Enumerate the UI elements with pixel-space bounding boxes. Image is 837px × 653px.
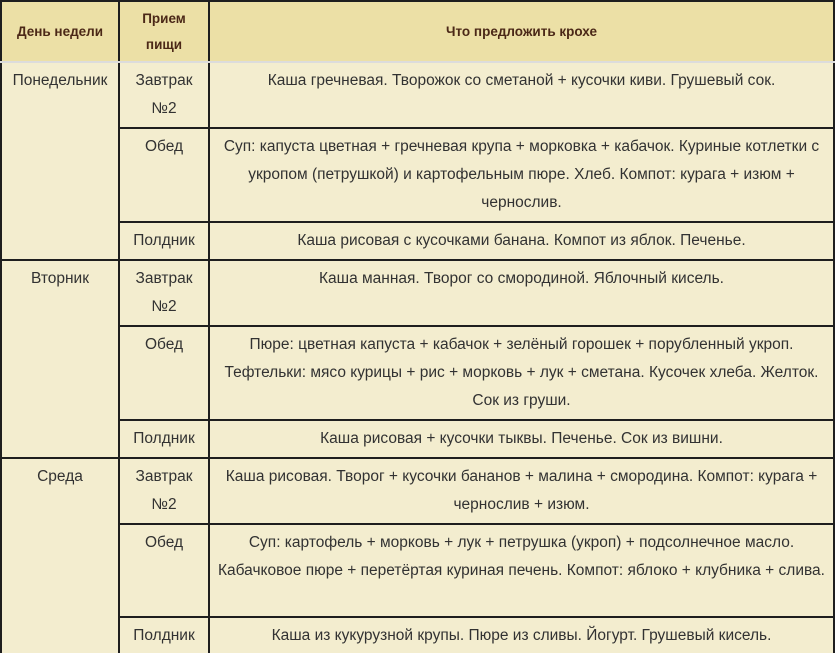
meal-label-cell: Обед	[119, 326, 209, 420]
meal-description-cell: Каша рисовая. Творог + кусочки бананов + малина + смородина. Компот: курага + чернослив + изюм.	[209, 458, 834, 524]
meal-label-cell: Полдник	[119, 420, 209, 458]
header-day-of-week: День недели	[1, 1, 119, 62]
header-what-to-offer: Что предложить крохе	[209, 1, 834, 62]
meal-label-cell: Завтрак №2	[119, 62, 209, 128]
table-row	[1, 458, 834, 524]
meal-description-cell: Каша манная. Творог со смородиной. Яблочный кисель.	[209, 260, 834, 326]
day-cell-tuesday: Вторник	[1, 260, 119, 458]
meal-label-cell: Полдник	[119, 617, 209, 653]
meal-description-cell: Пюре: цветная капуста + кабачок + зелёный горошек + порубленный укроп. Тефтельки: мясо курицы + рис + морковь + лук + сметана. Кусочек хлеба. Желток. Сок из груши.	[209, 326, 834, 420]
table-row	[1, 617, 834, 653]
meal-description-cell: Каша гречневая. Творожок со сметаной + кусочки киви. Грушевый сок.	[209, 62, 834, 128]
table-row	[1, 420, 834, 458]
table-row	[1, 260, 834, 326]
meal-label-cell: Завтрак №2	[119, 458, 209, 524]
table-row	[1, 326, 834, 420]
meal-label-cell: Завтрак №2	[119, 260, 209, 326]
meal-label-cell: Обед	[119, 128, 209, 222]
table-row	[1, 524, 834, 617]
day-cell-wednesday: Среда	[1, 458, 119, 653]
day-cell-monday: Понедельник	[1, 62, 119, 260]
meal-description-cell: Суп: картофель + морковь + лук + петрушка (укроп) + подсолнечное масло. Кабачковое пюре + перетёртая куриная печень. Компот: яблоко + клубника + слива.	[209, 524, 834, 617]
header-row	[1, 1, 834, 62]
table-row	[1, 222, 834, 260]
table-row	[1, 62, 834, 128]
meal-label-cell: Обед	[119, 524, 209, 617]
meal-description-cell: Каша рисовая + кусочки тыквы. Печенье. Сок из вишни.	[209, 420, 834, 458]
table-row	[1, 128, 834, 222]
header-meal: Прием пищи	[119, 1, 209, 62]
meal-description-cell: Каша из кукурузной крупы. Пюре из сливы. Йогурт. Грушевый кисель.	[209, 617, 834, 653]
meal-label-cell: Полдник	[119, 222, 209, 260]
meal-description-cell: Суп: капуста цветная + гречневая крупа + морковка + кабачок. Куриные котлетки с укропом (петрушкой) и картофельным пюре. Хлеб. Компот: курага + изюм + чернослив.	[209, 128, 834, 222]
meal-description-cell: Каша рисовая с кусочками банана. Компот из яблок. Печенье.	[209, 222, 834, 260]
